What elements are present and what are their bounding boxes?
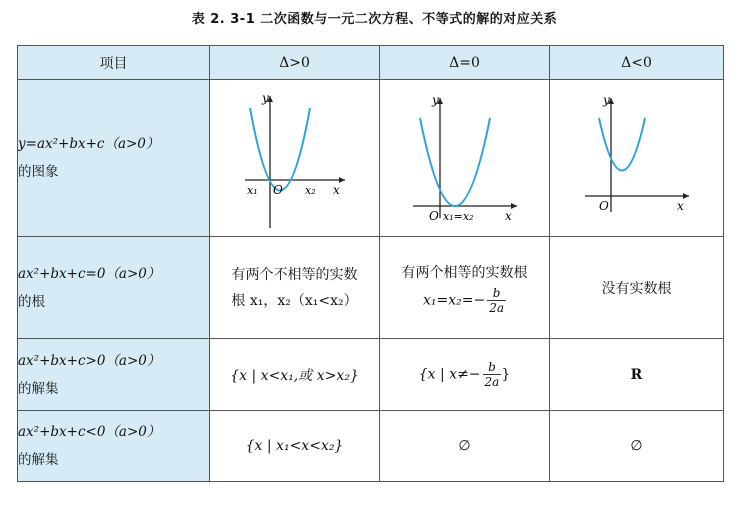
graph-delta-negative [550,80,724,237]
header-delta-positive: Δ>0 [210,46,380,80]
row-roots [18,237,724,339]
g1-x1-label: x₁ [246,184,258,197]
g3-y-label: y [602,93,610,107]
graph-delta-positive [210,80,380,237]
lt-delta-zero: ∅ [380,411,550,482]
row-label-greater [18,339,210,411]
roots-delta-negative: 没有实数根 [550,237,724,339]
lt-label-line1: ax²+bx+c<0（a>0） [18,424,161,440]
gt-delta-positive: {x | x<x₁,或 x>x₂} [210,339,380,411]
g3-x-label: x [676,199,684,213]
row-label-roots [18,237,210,339]
roots-c2-numerator: b [487,286,506,301]
roots-c1-line2: 根 x₁，x₂（x₁<x₂） [231,292,358,309]
row-less [18,411,724,482]
roots-c1-line1: 有两个不相等的实数 [231,266,358,283]
g1-y-label: y [261,91,269,105]
row-greater [18,339,724,411]
header-row [18,46,724,80]
gt-c2-denominator: 2a [484,375,500,389]
roots-delta-zero [380,237,550,339]
lt-delta-positive: {x | x₁<x<x₂} [210,411,380,482]
gt-c2-numerator: b [483,360,502,375]
roots-delta-positive [210,237,380,339]
gt-c2-prefix: {x | x≠− [418,366,481,383]
roots-c2-denominator: 2a [489,301,504,315]
gt-label-line2: 的解集 [18,380,59,397]
gt-c2-fraction [483,360,502,389]
gt-delta-negative: R [550,339,724,411]
header-item: 项目 [18,46,210,80]
gt-label-line1: ax²+bx+c>0（a>0） [18,352,161,369]
lt-delta-negative: ∅ [550,411,724,482]
graph-label-line1: y=ax²+bx+c（a>0） [18,136,160,152]
g2-y-label: y [431,93,439,107]
graph-delta-zero [380,80,550,237]
roots-c2-line1: 有两个相等的实数根 [401,265,528,281]
g1-x-label: x [332,183,340,197]
header-delta-negative: Δ<0 [550,46,724,80]
g1-origin-label: O [272,183,283,197]
graph-label-line2: 的图象 [18,164,59,180]
g2-x12-label: x₁=x₂ [442,210,473,223]
gt-delta-zero [380,339,550,411]
roots-label-line2: 的根 [18,293,45,310]
gt-c2-suffix: } [501,366,511,383]
g1-x2-label: x₂ [304,184,316,197]
roots-c2-formula [380,286,549,315]
relation-table [17,45,724,482]
row-label-graph [18,80,210,237]
header-delta-zero: Δ=0 [380,46,550,80]
g2-origin-label: O [428,209,439,223]
roots-c2-fraction [487,286,506,315]
parabola-two-roots [235,88,355,228]
roots-c2-prefix: x₁=x₂=− [422,292,486,309]
row-graph [18,80,724,237]
row-label-less [18,411,210,482]
roots-label-line1: ax²+bx+c=0（a>0） [18,265,161,282]
table-title: 表 2. 3-1 二次函数与一元二次方程、不等式的解的对应关系 [191,12,558,27]
g2-x-label: x [504,209,512,223]
lt-label-line2: 的解集 [18,452,59,468]
g3-origin-label: O [598,199,609,213]
parabola-no-root [577,88,697,228]
parabola-one-root [405,88,525,228]
